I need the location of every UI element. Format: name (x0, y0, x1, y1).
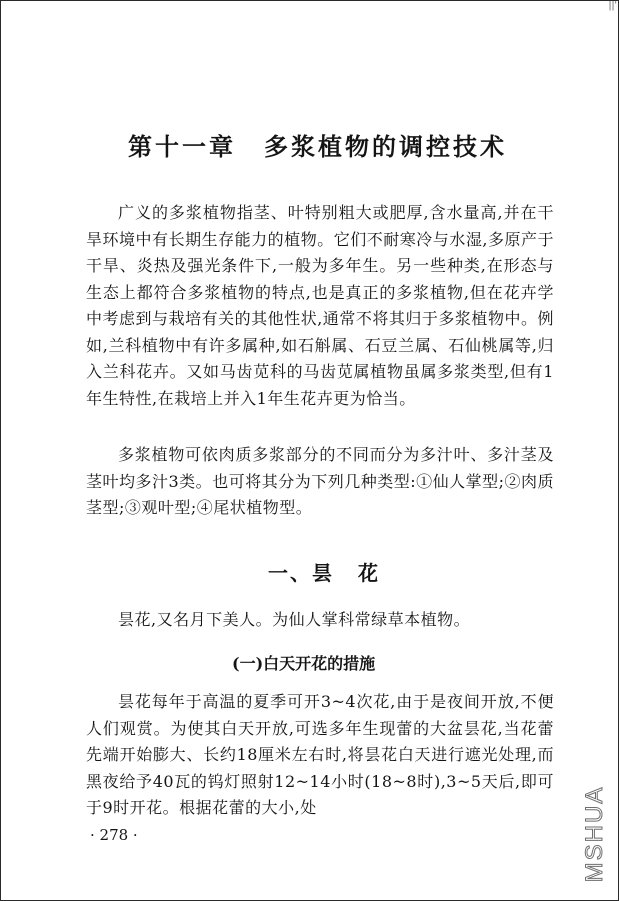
section-title-char-1: 昙 (312, 561, 334, 585)
watermark (581, 779, 609, 889)
page-number: · 278 · (90, 826, 138, 844)
subsection-title: (一)白天开花的措施 (232, 654, 376, 673)
types-paragraph: 多浆植物可依肉质多浆部分的不同而分为多汁叶、多汁茎及茎叶均多汁3类。也可将其分为下列几种类型:①仙人掌型;②肉质茎型;③观叶型;④尾状植物型。 (86, 445, 554, 517)
section-intro-paragraph: 昙花,又名月下美人。为仙人掌科常绿草本植物。 (118, 610, 471, 629)
chapter-number: 第十一章 (128, 132, 236, 161)
watermark-text: MSHUA (581, 785, 608, 883)
section-title (268, 557, 380, 586)
section-title-char-2: 花 (358, 561, 380, 585)
section-number: 一、 (268, 561, 312, 585)
corner-marks: ||' (608, 1, 617, 11)
intro-paragraph: 广义的多浆植物指茎、叶特别粗大或肥厚,含水量高,并在干旱环境中有长期生存能力的植物。它们不耐寒冷与水湿,多原产于干旱、炎热及强光条件下,一般为多年生。另一些种类,在形态与生态上都符合多浆植物的特点,也是真正的多浆植物,但在花卉学中考虑到与栽培有关的其他性状,通常不将其归于多浆植物中。例如,兰科植物中有许多属种,如石斛属、石豆兰属、石仙桃属等,归入兰科花卉。又如马齿苋科的马齿苋属植物虽属多浆类型,但有1年生特性,在栽培上并入1年生花卉更为恰当。 (86, 203, 554, 408)
chapter-title-text: 多浆植物的调控技术 (264, 132, 507, 161)
chapter-title (128, 127, 507, 162)
subsection-paragraph: 昙花每年于高温的夏季可开3~4次花,由于是夜间开放,不便人们观赏。为使其白天开放,可选多年生现蕾的大盆昙花,当花蕾先端开始膨大、长约18厘米左右时,将昙花白天进行遮光处理,而黑夜给予40瓦的钨灯照射12~14小时(18~8时),3~5天后,即可于9时开花。根据花蕾的大小,处 (86, 692, 554, 817)
